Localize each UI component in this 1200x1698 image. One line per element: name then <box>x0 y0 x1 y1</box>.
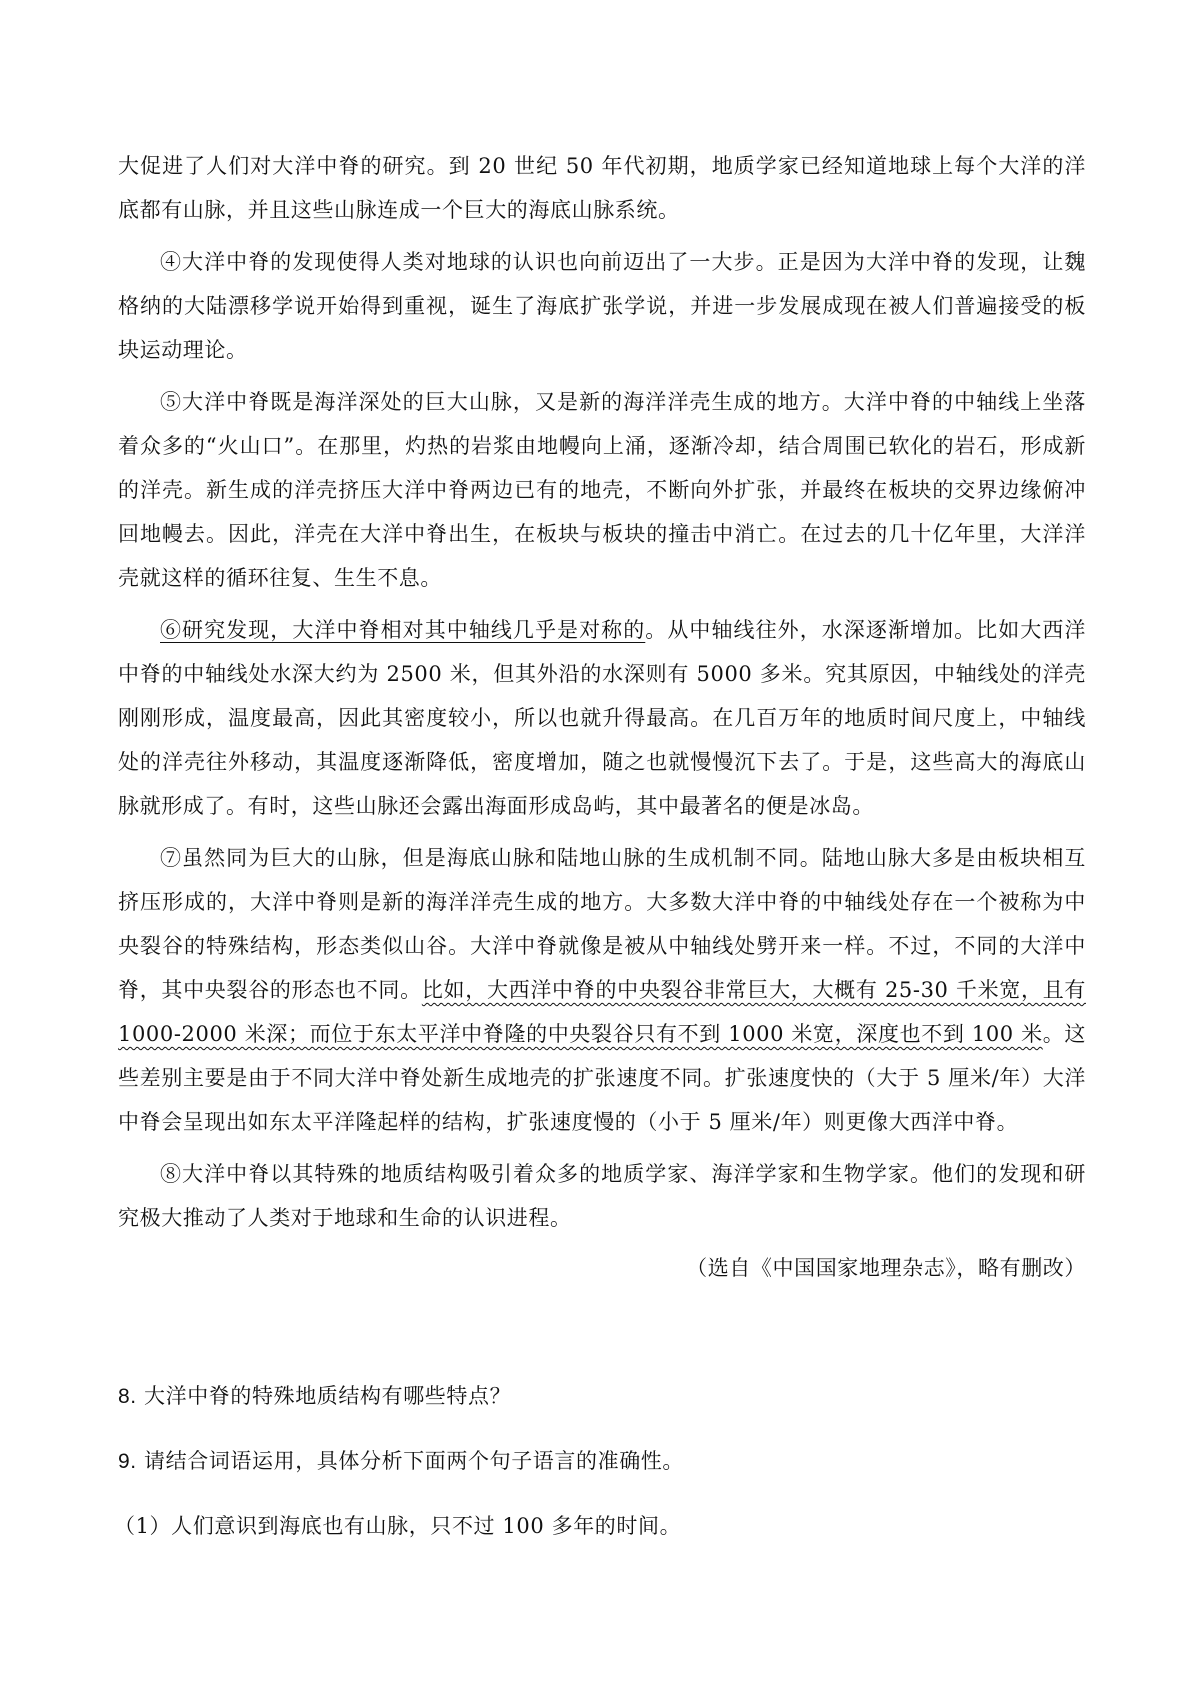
question-9-part-1: （1）人们意识到海底也有山脉，只不过 100 多年的时间。 <box>114 1514 682 1538</box>
paragraph-continued: 大促进了人们对大洋中脊的研究。到 20 世纪 50 年代初期，地质学家已经知道地球上每个大洋的洋底都有山脉，并且这些山脉连成一个巨大的海底山脉系统。 <box>118 154 1086 222</box>
question-8 <box>118 1374 1086 1419</box>
paragraph-7-after: 。这些差别主要是由于不同大洋中脊处新生成地壳的扩张速度不同。扩张速度快的（大于 5 厘米/年）大洋中脊会呈现出如东太平洋隆起样的结构，扩张速度慢的（小于 5 厘米/年）则更像大西洋中脊。 <box>118 1022 1086 1134</box>
question-section <box>114 1374 1086 1548</box>
underlined-sentence: ⑥研究发现，大洋中脊相对其中轴线几乎是对称的 <box>160 618 646 642</box>
source-citation: （选自《中国国家地理杂志》，略有删改） <box>686 1256 1086 1280</box>
paragraph-7 <box>118 836 1086 1144</box>
paragraph-6-rest: 。从中轴线往外，水深逐渐增加。比如大西洋中脊的中轴线处水深大约为 2500 米，但其外沿的水深则有 5000 多米。究其原因，中轴线处的洋壳刚刚形成，温度最高，因此其密度较小，所以也就升得最高。在几百万年的地质时间尺度上，中轴线处的洋壳往外移动，其温度逐渐降低，密度增加，随之也就慢慢沉下去了。于是，这些高大的海底山脉就形成了。有时，这些山脉还会露出海面形成岛屿，其中最著名的便是冰岛。 <box>118 618 1087 818</box>
paragraph-8: ⑧大洋中脊以其特殊的地质结构吸引着众多的地质学家、海洋学家和生物学家。他们的发现和研究极大推动了人类对于地球和生命的认识进程。 <box>118 1162 1086 1230</box>
reading-passage <box>118 144 1086 1290</box>
question-8-number: 8. <box>118 1385 137 1408</box>
paragraph-7-before: ⑦虽然同为巨大的山脉，但是海底山脉和陆地山脉的生成机制不同。陆地山脉大多是由板块相互挤压形成的，大洋中脊则是新的海洋洋壳生成的地方。大多数大洋中脊的中轴线处存在一个被称为中央裂谷的特殊结构，形态类似山谷。大洋中脊就像是被从中轴线处劈开来一样。不过，不同的大洋中脊，其中央裂谷的形态也不同。 <box>118 846 1086 1002</box>
paragraph-4: ④大洋中脊的发现使得人类对地球的认识也向前迈出了一大步。正是因为大洋中脊的发现，让魏格纳的大陆漂移学说开始得到重视，诞生了海底扩张学说，并进一步发展成现在被人们普遍接受的板块运动理论。 <box>118 250 1086 362</box>
question-8-text: 大洋中脊的特殊地质结构有哪些特点？ <box>144 1384 512 1408</box>
question-9-text: 请结合词语运用，具体分析下面两个句子语言的准确性。 <box>144 1449 684 1473</box>
wavy-underlined-sentence: 比如，大西洋中脊的中央裂谷非常巨大，大概有 25-30 千米宽，且有 1000-2000 米深；而位于东太平洋中脊隆的中央裂谷只有不到 1000 米宽，深度也不到 100 米 <box>118 978 1086 1046</box>
paragraph-6 <box>118 608 1086 828</box>
question-9 <box>118 1439 1086 1484</box>
paragraph-5: ⑤大洋中脊既是海洋深处的巨大山脉，又是新的海洋洋壳生成的地方。大洋中脊的中轴线上坐落着众多的“火山口”。在那里，灼热的岩浆由地幔向上涌，逐渐冷却，结合周围已软化的岩石，形成新的洋壳。新生成的洋壳挤压大洋中脊两边已有的地壳，不断向外扩张，并最终在板块的交界边缘俯冲回地幔去。因此，洋壳在大洋中脊出生，在板块与板块的撞击中消亡。在过去的几十亿年里，大洋洋壳就这样的循环往复、生生不息。 <box>118 390 1086 590</box>
question-9-number: 9. <box>118 1450 137 1473</box>
